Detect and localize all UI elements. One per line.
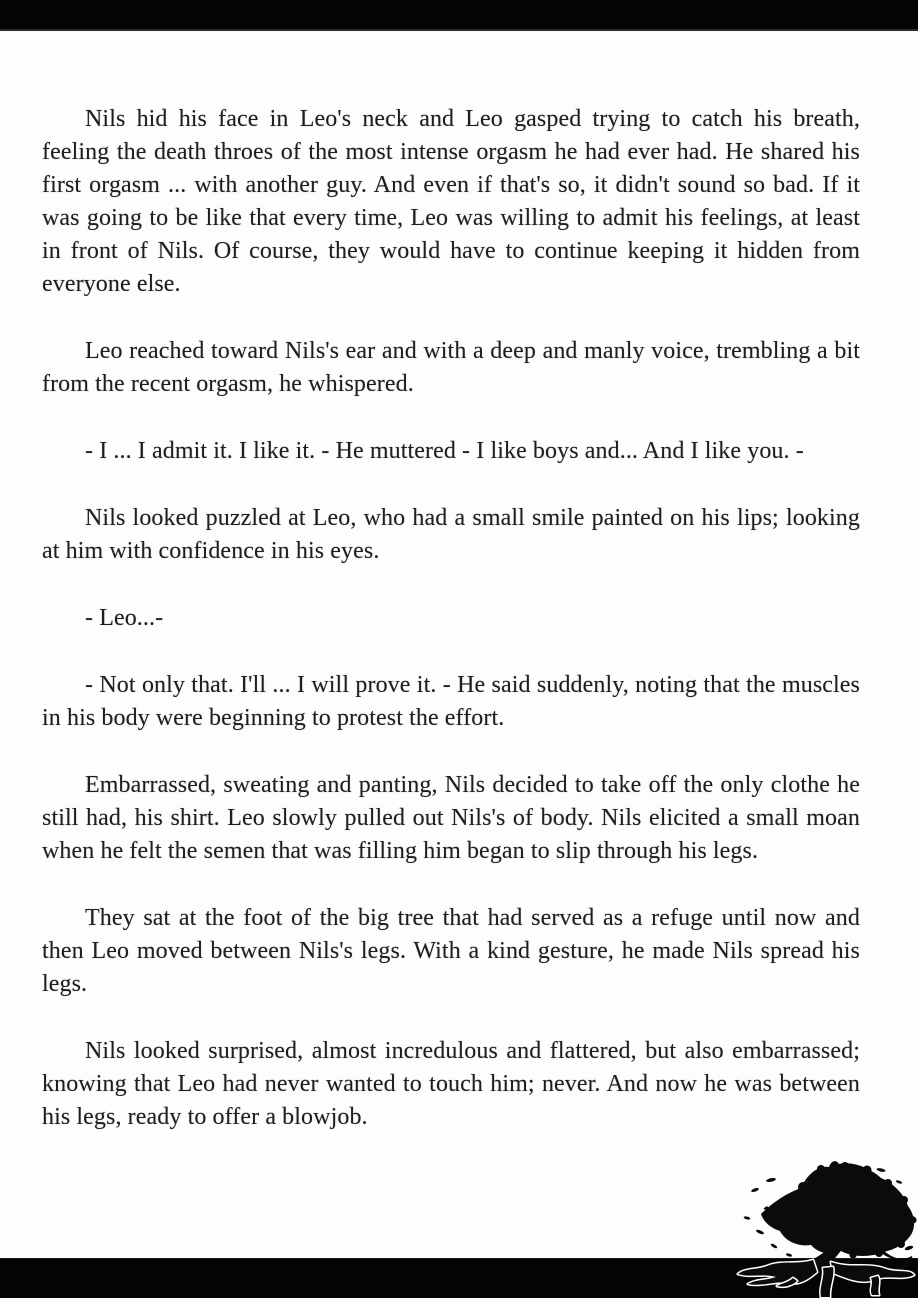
tree-logo-icon [733,1156,918,1298]
top-black-bar [0,0,918,31]
story-paragraph: Embarrassed, sweating and panting, Nils decided to take off the only clothe he still had, his shirt. Leo slowly pulled out Nils's of body. Nils elicited a small moan when he felt the semen that was filling him began to slip through his legs. [42,772,860,864]
story-paragraph: - I ... I admit it. I like it. - He muttered - I like boys and... And I like you. - [85,438,804,464]
story-paragraph: Nils hid his face in Leo's neck and Leo gasped trying to catch his breath, feeling the death throes of the most intense orgasm he had ever had. He shared his first orgasm ... with another guy. And even if that's so, it didn't sound so bad. If it was going to be like that every time, Leo was willing to admit his feelings, at least in front of Nils. Of course, they would have to continue keeping it hidden from everyone else. [42,106,860,297]
story-paragraph: Nils looked surprised, almost incredulous and flattered, but also embarrassed; knowing that Leo had never wanted to touch him; never. And now he was between his legs, ready to offer a blowjob. [42,1038,860,1130]
story-paragraph: - Leo...- [85,605,164,631]
story-text-block [42,103,860,1168]
story-paragraph: - Not only that. I'll ... I will prove it. - He said suddenly, noting that the muscles in his body were beginning to protest the effort. [42,672,860,731]
story-paragraph: Leo reached toward Nils's ear and with a deep and manly voice, trembling a bit from the recent orgasm, he whispered. [42,338,860,397]
story-paragraph: They sat at the foot of the big tree that had served as a refuge until now and then Leo moved between Nils's legs. With a kind gesture, he made Nils spread his legs. [42,905,860,997]
story-paragraph: Nils looked puzzled at Leo, who had a small smile painted on his lips; looking at him with confidence in his eyes. [42,505,860,564]
